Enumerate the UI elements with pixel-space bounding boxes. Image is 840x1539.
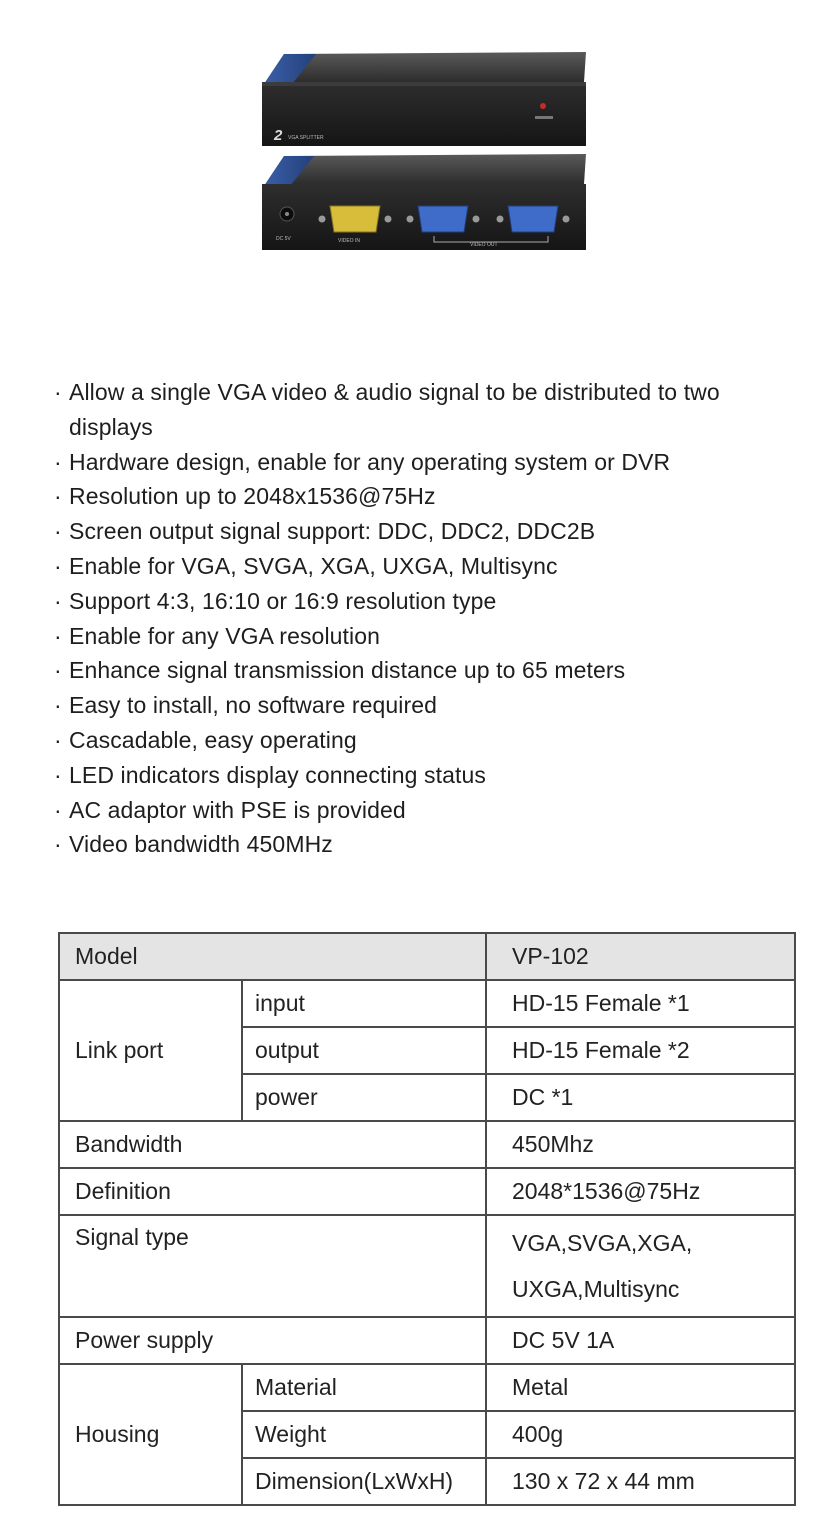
bullet-icon: · (54, 622, 62, 649)
output-label: output (242, 1027, 486, 1074)
bullet-icon: · (54, 761, 62, 788)
power-value: DC *1 (486, 1074, 795, 1121)
bullet-icon: · (54, 657, 62, 684)
definition-label: Definition (59, 1168, 486, 1215)
list-item (54, 410, 834, 445)
list-item (54, 445, 834, 480)
list-item (54, 479, 834, 514)
feature-text: Enhance signal transmission distance up to 65 meters (69, 657, 626, 684)
bullet-icon: · (54, 483, 62, 510)
feature-text: Allow a single VGA video & audio signal to be distributed to two (69, 379, 720, 405)
output-value: HD-15 Female *2 (486, 1027, 795, 1074)
rear-view (262, 154, 586, 250)
link-port-label: Link port (59, 980, 242, 1121)
input-value: HD-15 Female *1 (486, 980, 795, 1027)
table-row-material (59, 1364, 795, 1411)
bullet-icon: · (54, 831, 62, 858)
bullet-icon: · (54, 796, 62, 823)
table-row-bandwidth (59, 1121, 795, 1168)
bullet-icon: · (54, 552, 62, 579)
feature-text: Video bandwidth 450MHz (69, 831, 333, 858)
list-item (54, 758, 834, 793)
housing-label: Housing (59, 1364, 242, 1505)
front-label: 2 (274, 127, 283, 144)
port-dc-label: DC 5V (276, 236, 291, 242)
model-label: Model (59, 933, 486, 980)
list-item (54, 584, 834, 619)
feature-list (54, 375, 834, 862)
signal-value (486, 1215, 795, 1317)
bullet-icon: · (54, 379, 62, 405)
feature-text: displays (69, 413, 153, 440)
port-in-label: VIDEO IN (338, 238, 360, 244)
dimension-value: 130 x 72 x 44 mm (486, 1458, 795, 1505)
table-row-model (59, 933, 795, 980)
power-supply-label: Power supply (59, 1317, 486, 1364)
list-item (54, 723, 834, 758)
list-item (54, 653, 834, 688)
table-row-signal (59, 1215, 795, 1317)
bandwidth-value: 450Mhz (486, 1121, 795, 1168)
table-row-input (59, 980, 795, 1027)
feature-text: Hardware design, enable for any operating system or DVR (69, 448, 671, 475)
list-item (54, 549, 834, 584)
material-value: Metal (486, 1364, 795, 1411)
definition-value: 2048*1536@75Hz (486, 1168, 795, 1215)
power-supply-value: DC 5V 1A (486, 1317, 795, 1364)
bullet-icon: · (54, 692, 62, 719)
feature-text: Cascadable, easy operating (69, 726, 357, 753)
feature-text: Easy to install, no software required (69, 692, 438, 719)
signal-label: Signal type (59, 1215, 486, 1317)
input-label: input (242, 980, 486, 1027)
list-item (54, 793, 834, 828)
list-item (54, 688, 834, 723)
front-subtext: VGA SPLITTER (288, 135, 324, 141)
bullet-icon: · (54, 518, 62, 545)
front-view (262, 52, 586, 146)
feature-text: Support 4:3, 16:10 or 16:9 resolution type (69, 587, 497, 614)
model-value: VP-102 (486, 933, 795, 980)
feature-text: Screen output signal support: DDC, DDC2, DDC2B (69, 518, 596, 545)
port-out-label: VIDEO OUT (470, 242, 498, 248)
bullet-icon: · (54, 448, 62, 475)
spec-table (58, 932, 796, 1506)
material-label: Material (242, 1364, 486, 1411)
list-item (54, 827, 834, 862)
dimension-label: Dimension(LxWxH) (242, 1458, 486, 1505)
weight-value: 400g (486, 1411, 795, 1458)
product-photo (256, 44, 592, 254)
feature-text: Resolution up to 2048x1536@75Hz (69, 483, 436, 510)
power-label: power (242, 1074, 486, 1121)
signal-value-line-2: UXGA,Multisync (512, 1276, 680, 1302)
feature-text: AC adaptor with PSE is provided (69, 796, 406, 823)
table-row-definition (59, 1168, 795, 1215)
feature-text: LED indicators display connecting status (69, 761, 486, 788)
feature-text: Enable for VGA, SVGA, XGA, UXGA, Multisync (69, 552, 558, 579)
bandwidth-label: Bandwidth (59, 1121, 486, 1168)
feature-text: Enable for any VGA resolution (69, 622, 381, 649)
signal-value-line-1: VGA,SVGA,XGA, (512, 1230, 693, 1256)
list-item (54, 375, 834, 410)
weight-label: Weight (242, 1411, 486, 1458)
bullet-icon: · (54, 726, 62, 753)
table-row-power-supply (59, 1317, 795, 1364)
bullet-icon: · (54, 587, 62, 614)
list-item (54, 514, 834, 549)
list-item (54, 619, 834, 654)
